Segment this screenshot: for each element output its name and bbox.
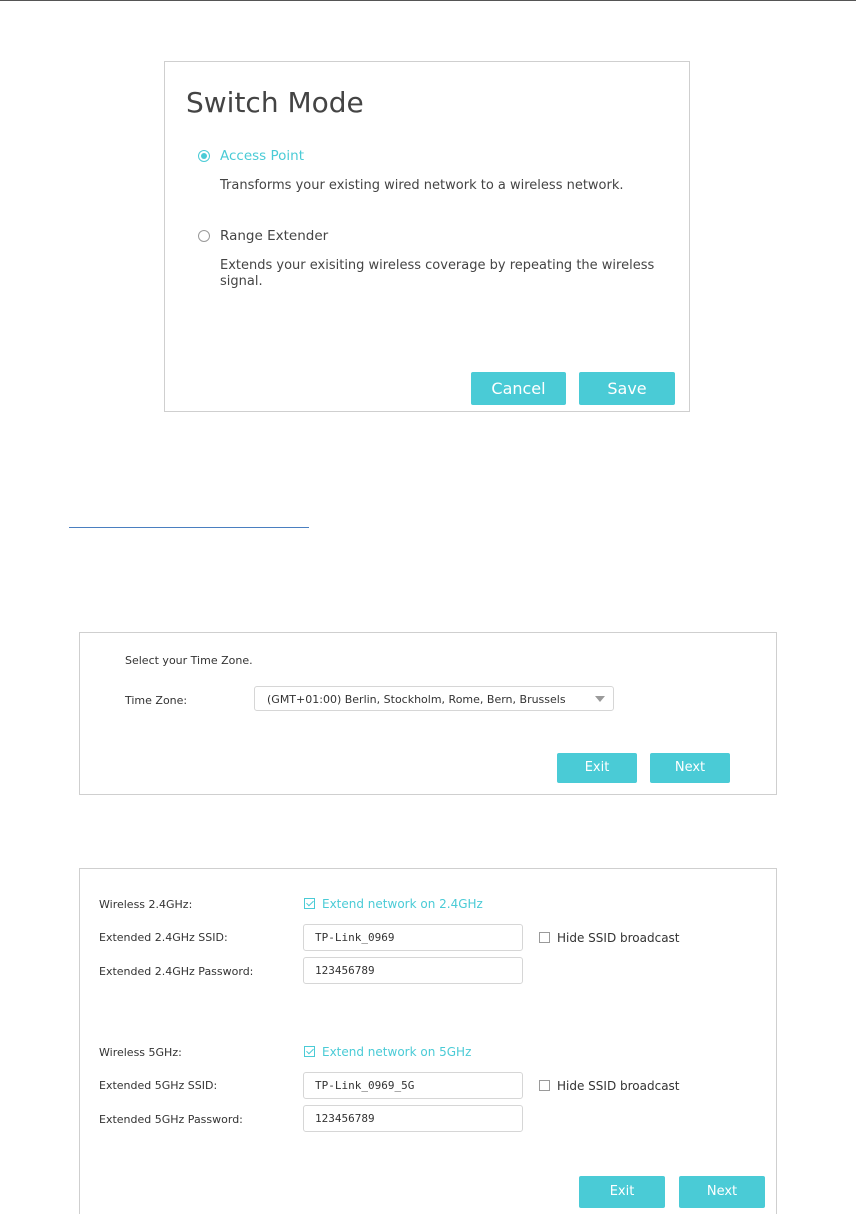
password-5-input[interactable] bbox=[303, 1105, 523, 1132]
extend-5-checkbox[interactable] bbox=[304, 1046, 315, 1057]
ssid-5-input[interactable] bbox=[303, 1072, 523, 1099]
range-extender-radio[interactable] bbox=[198, 230, 210, 242]
exit-button[interactable]: Exit bbox=[557, 753, 637, 783]
switch-mode-title: Switch Mode bbox=[186, 86, 364, 119]
next-button[interactable]: Next bbox=[679, 1176, 765, 1208]
ssid-5-label: Extended 5GHz SSID: bbox=[99, 1079, 218, 1092]
access-point-description: Transforms your existing wired network to a wireless network. bbox=[220, 178, 624, 193]
hide-ssid-24-label[interactable]: Hide SSID broadcast bbox=[557, 931, 680, 945]
page-top-rule bbox=[0, 0, 856, 1]
switch-mode-panel bbox=[164, 61, 690, 412]
chevron-down-icon bbox=[595, 696, 605, 702]
wireless-settings-panel bbox=[79, 868, 777, 1214]
range-extender-label[interactable]: Range Extender bbox=[220, 228, 329, 244]
password-24-label: Extended 2.4GHz Password: bbox=[99, 965, 254, 978]
time-zone-label: Time Zone: bbox=[125, 694, 188, 707]
time-zone-prompt: Select your Time Zone. bbox=[125, 654, 253, 667]
link-underline[interactable] bbox=[69, 527, 309, 528]
hide-ssid-24-checkbox[interactable] bbox=[539, 932, 550, 943]
hide-ssid-5-label[interactable]: Hide SSID broadcast bbox=[557, 1079, 680, 1093]
access-point-label[interactable]: Access Point bbox=[220, 148, 305, 164]
wireless-24-label: Wireless 2.4GHz: bbox=[99, 898, 193, 911]
password-24-input[interactable] bbox=[303, 957, 523, 984]
wireless-5-label: Wireless 5GHz: bbox=[99, 1046, 182, 1059]
range-extender-description: Extends your exisiting wireless coverage by repeating the wireless signal. bbox=[220, 258, 655, 289]
extend-5-label[interactable]: Extend network on 5GHz bbox=[322, 1045, 472, 1059]
extend-24-label[interactable]: Extend network on 2.4GHz bbox=[322, 897, 483, 911]
password-5-label: Extended 5GHz Password: bbox=[99, 1113, 243, 1126]
time-zone-panel bbox=[79, 632, 777, 795]
extend-24-checkbox[interactable] bbox=[304, 898, 315, 909]
cancel-button[interactable]: Cancel bbox=[471, 372, 566, 405]
hide-ssid-5-checkbox[interactable] bbox=[539, 1080, 550, 1091]
next-button[interactable]: Next bbox=[650, 753, 730, 783]
save-button[interactable]: Save bbox=[579, 372, 675, 405]
access-point-radio[interactable] bbox=[198, 150, 210, 162]
exit-button[interactable]: Exit bbox=[579, 1176, 665, 1208]
time-zone-select[interactable] bbox=[254, 686, 614, 711]
ssid-24-input[interactable] bbox=[303, 924, 523, 951]
ssid-24-label: Extended 2.4GHz SSID: bbox=[99, 931, 228, 944]
time-zone-selected-value: (GMT+01:00) Berlin, Stockholm, Rome, Bern, Brussels bbox=[267, 693, 566, 706]
